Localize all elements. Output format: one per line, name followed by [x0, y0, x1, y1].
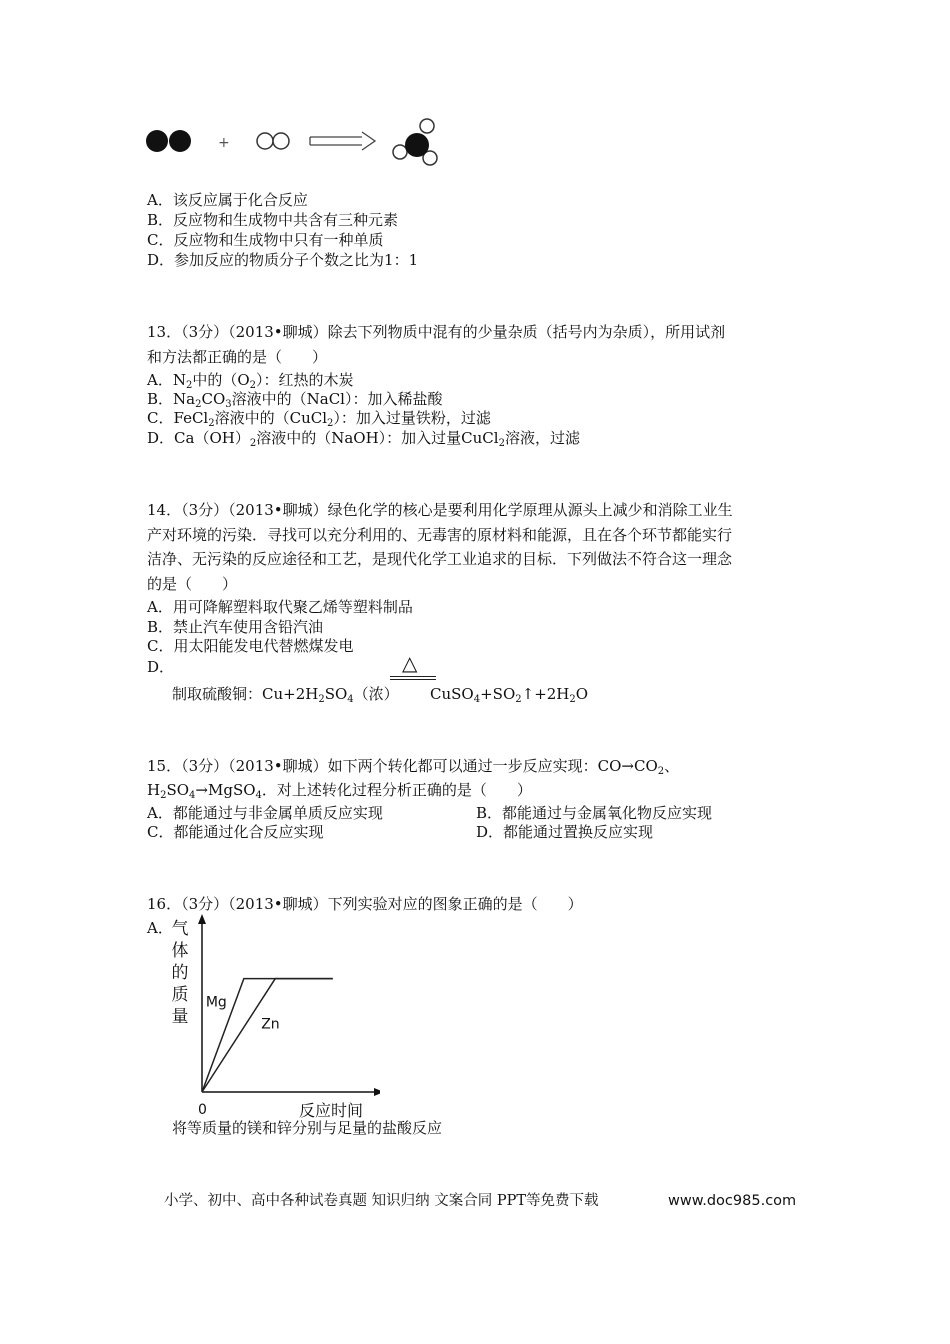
text: →MgSO — [195, 781, 256, 799]
q14-equation-left — [172, 684, 399, 710]
dark-atom — [169, 130, 191, 152]
q13-stem-cont: 和方法都正确的是（ ） — [147, 348, 328, 366]
q12-option-a: A．该反应属于化合反应 — [147, 191, 308, 209]
text: SO — [166, 781, 190, 799]
reaction-diagram — [140, 112, 450, 172]
white-atom — [393, 145, 407, 159]
text: +SO — [480, 685, 516, 703]
q14-stem-4: 的是（ ） — [147, 575, 238, 593]
text: A．N — [147, 371, 186, 389]
q14-option-c: C．用太阳能发电代替燃煤发电 — [147, 637, 354, 655]
q15-option-c: C．都能通过化合反应实现 — [147, 823, 324, 841]
q14-option-a: A．用可降解塑料取代聚乙烯等塑料制品 — [147, 598, 413, 616]
text: CO — [201, 390, 226, 408]
y-axis-label-char: 量 — [171, 1007, 189, 1027]
reaction-arrow — [310, 132, 375, 150]
footer-link[interactable]: www.doc985.com — [668, 1193, 797, 1209]
y-axis-label-char: 体 — [171, 941, 189, 961]
subscript: 4 — [347, 694, 354, 705]
text: ）：红热的木炭 — [256, 371, 354, 389]
subscript: 2 — [249, 438, 257, 449]
text: 溶液中的（CuCl — [214, 409, 328, 427]
subscript: 4 — [189, 790, 196, 801]
subscript: 3 — [225, 399, 232, 410]
text: C．FeCl — [147, 409, 209, 427]
subscript: 2 — [208, 418, 215, 429]
gas-mass-chart — [160, 910, 380, 1125]
q14-stem-3: 洁净、无污染的反应途径和工艺，是现代化学工业追求的目标．下列做法不符合这一理念 — [147, 550, 733, 568]
subscript: 2 — [498, 438, 505, 449]
text: 溶液，过滤 — [504, 429, 580, 447]
text: 15．（3分）（2013•聊城）如下两个转化都可以通过一步反应实现：CO→CO — [147, 757, 658, 775]
text: D．Ca（OH） — [147, 429, 250, 447]
dark-atom — [146, 130, 168, 152]
plus-sign: + — [218, 135, 230, 151]
q14-option-b: B．禁止汽车使用含铅汽油 — [147, 618, 324, 636]
subscript: 2 — [160, 790, 167, 801]
equals-double-line — [390, 676, 436, 680]
q12-option-c: C．反应物和生成物中只有一种单质 — [147, 231, 384, 249]
text: 溶液中的（NaOH）：加入过量CuCl — [256, 429, 499, 447]
subscript: 2 — [515, 694, 522, 705]
subscript: 2 — [249, 380, 257, 391]
q14-stem-1: 14．（3分）（2013•聊城）绿色化学的核心是要利用化学原理从源头上减少和消除工业生 — [147, 501, 733, 519]
subscript: 2 — [657, 766, 665, 777]
dark-atom — [405, 133, 429, 157]
series-label-zn: Zn — [261, 1016, 280, 1033]
text: ↑+2H — [521, 685, 570, 703]
y-axis-arrow — [198, 914, 206, 924]
subscript: 4 — [255, 790, 262, 801]
origin-label: 0 — [198, 1102, 207, 1118]
q14-equation-right — [430, 684, 588, 710]
subscript: 2 — [318, 694, 325, 705]
x-axis-label: 反应时间 — [299, 1101, 364, 1120]
white-atom — [273, 133, 289, 149]
q13-option-d — [147, 428, 580, 454]
subscript: 2 — [327, 418, 334, 429]
text: O — [575, 685, 589, 703]
text: H — [147, 781, 161, 799]
text: SO — [324, 685, 348, 703]
subscript: 2 — [195, 399, 202, 410]
footer-text: 小学、初中、高中各种试卷真题 知识归纳 文案合同 PPT等免费下载 — [164, 1193, 599, 1209]
text: 、 — [664, 757, 680, 775]
text: 中的（O — [192, 371, 250, 389]
q15-option-b: B．都能通过与金属氧化物反应实现 — [476, 804, 713, 822]
text: ）：加入过量铁粉，过滤 — [333, 409, 491, 427]
q15-option-a: A．都能通过与非金属单质反应实现 — [147, 804, 383, 822]
text: CuSO — [430, 685, 474, 703]
y-axis-label-char: 气 — [171, 919, 189, 939]
q16-stem: 16．（3分）（2013•聊城）下列实验对应的图象正确的是（ ） — [147, 895, 583, 913]
q15-option-d: D．都能通过置换反应实现 — [476, 823, 654, 841]
x-axis-arrow — [374, 1088, 380, 1096]
y-axis-label-char: 质 — [171, 985, 189, 1005]
subscript: 2 — [569, 694, 576, 705]
white-atom — [420, 119, 434, 133]
text: B．Na — [147, 390, 196, 408]
subscript: 2 — [185, 380, 193, 391]
q13-stem: 13．（3分）（2013•聊城）除去下列物质中混有的少量杂质（括号内为杂质），所用试剂 — [147, 323, 726, 341]
text: 溶液中的（NaCl）：加入稀盐酸 — [231, 390, 443, 408]
white-atom — [257, 133, 273, 149]
q16-caption: 将等质量的镁和锌分别与足量的盐酸反应 — [172, 1119, 443, 1137]
text: 制取硫酸铜：Cu+2H — [172, 685, 319, 703]
q15-stem-1 — [147, 756, 679, 782]
q12-option-d: D．参加反应的物质分子个数之比为1：1 — [147, 251, 419, 269]
heating-symbol: △ — [402, 651, 418, 675]
q14-stem-2: 产对环境的污染．寻找可以充分利用的、无毒害的原材料和能源，且在各个环节都能实行 — [147, 526, 733, 544]
q12-option-b: B．反应物和生成物中共含有三种元素 — [147, 211, 399, 229]
series-label-mg: Mg — [205, 994, 227, 1011]
q16-option-a-label: A． — [147, 919, 173, 937]
y-axis-label-char: 的 — [171, 963, 189, 983]
q14-option-d: D． — [147, 658, 175, 676]
subscript: 4 — [473, 694, 481, 705]
text: （浓） — [353, 685, 399, 703]
text: ．对上述转化过程分析正确的是（ ） — [261, 781, 532, 799]
